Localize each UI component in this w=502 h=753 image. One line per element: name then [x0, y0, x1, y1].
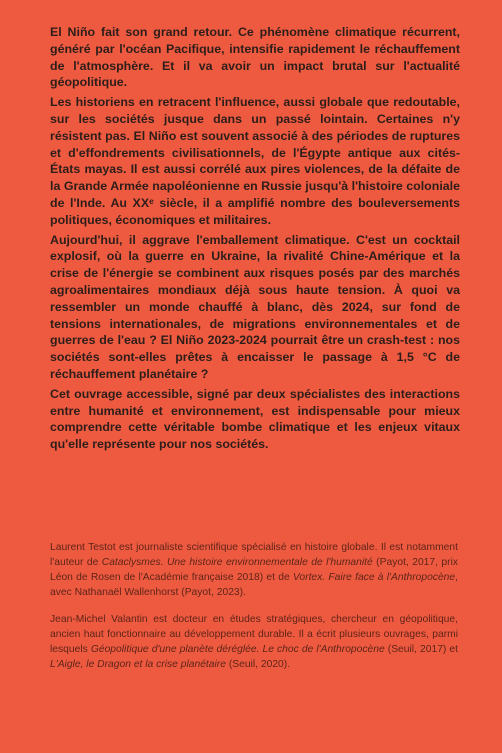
paragraph-book: Cet ouvrage accessible, signé par deux spécialistes des interactions entre humanité et environnement, est indispensable pour mieux comprendre cette véritable bombe climatique et les enjeux vitaux qu'elle représente pour nos sociétés. [50, 386, 460, 452]
bio-testot [50, 540, 458, 600]
book-title: Vortex. Faire face à l'Anthropocène [292, 572, 456, 583]
main-text [50, 24, 460, 456]
bio-text: Laurent Testot est journaliste scientifique spécialisé en histoire globale. Il est notamment l'auteur de [50, 542, 458, 568]
paragraph-today: Aujourd'hui, il aggrave l'emballement climatique. C'est un cocktail explosif, où la guerre en Ukraine, la rivalité Chine-Amérique et la crise de l'énergie se combinent aux risques posés par des marchés agroalimentaires mondiaux déjà sous haute tension. À quoi va ressembler un monde chauffé à blanc, dès 2024, sur fond de tensions internationales, de migrations environnementales et de guerres de l'eau ? El Niño 2023-2024 pourrait être un crash-test : nos sociétés sont-elles prêtes à encaisser le passage à 1,5 °C de réchauffement planétaire ? [50, 232, 460, 381]
bio-text: (Payot, 2017, prix Léon de Rosen de l'Académie française 2018) et de [50, 557, 459, 583]
bio-text: , avec Nathanaël Wallenhorst (Payot, 2023). [50, 572, 459, 598]
book-title: L'Aigle, le Dragon et la crise planétaire [50, 659, 226, 670]
bio-valantin [50, 612, 458, 672]
paragraph-history: Les historiens en retracent l'influence, aussi globale que redoutable, sur les sociétés jusque dans un passé lointain. Certaines n'y résistent pas. El Niño est souvent associé à des périodes de ruptures et d'effondrements civilisationnels, de l'Égypte antique aux cités-États mayas. Il est aussi corrélé aux pires violences, de la défaite de la Grande Armée napoléonienne en Russie jusqu'à l'histoire coloniale de l'Inde. Au XXᵉ siècle, il a amplifié nombre des bouleversements politiques, économiques et militaires. [50, 95, 460, 227]
paragraph-intro: El Niño fait son grand retour. Ce phénomène climatique récurrent, généré par l'océan Pacifique, intensifie rapidement le réchauffement de l'atmosphère. Et il va avoir un impact brutal sur l'actualité géopolitique. [50, 25, 460, 90]
bio-text: (Seuil, 2017) et [384, 644, 458, 655]
book-title: Géopolitique d'une planète déréglée. Le choc de l'Anthropocène [90, 644, 385, 655]
author-bios [50, 540, 458, 684]
book-title: Cataclysmes. Une histoire environnementale de l'humanité [101, 557, 373, 568]
bio-text: Jean-Michel Valantin est docteur en études stratégiques, chercheur en géopolitique, ancien haut fonctionnaire au développement durable. Il a écrit plusieurs ouvrages, parmi lesquels [50, 614, 458, 655]
bio-text: (Seuil, 2020). [225, 659, 291, 670]
